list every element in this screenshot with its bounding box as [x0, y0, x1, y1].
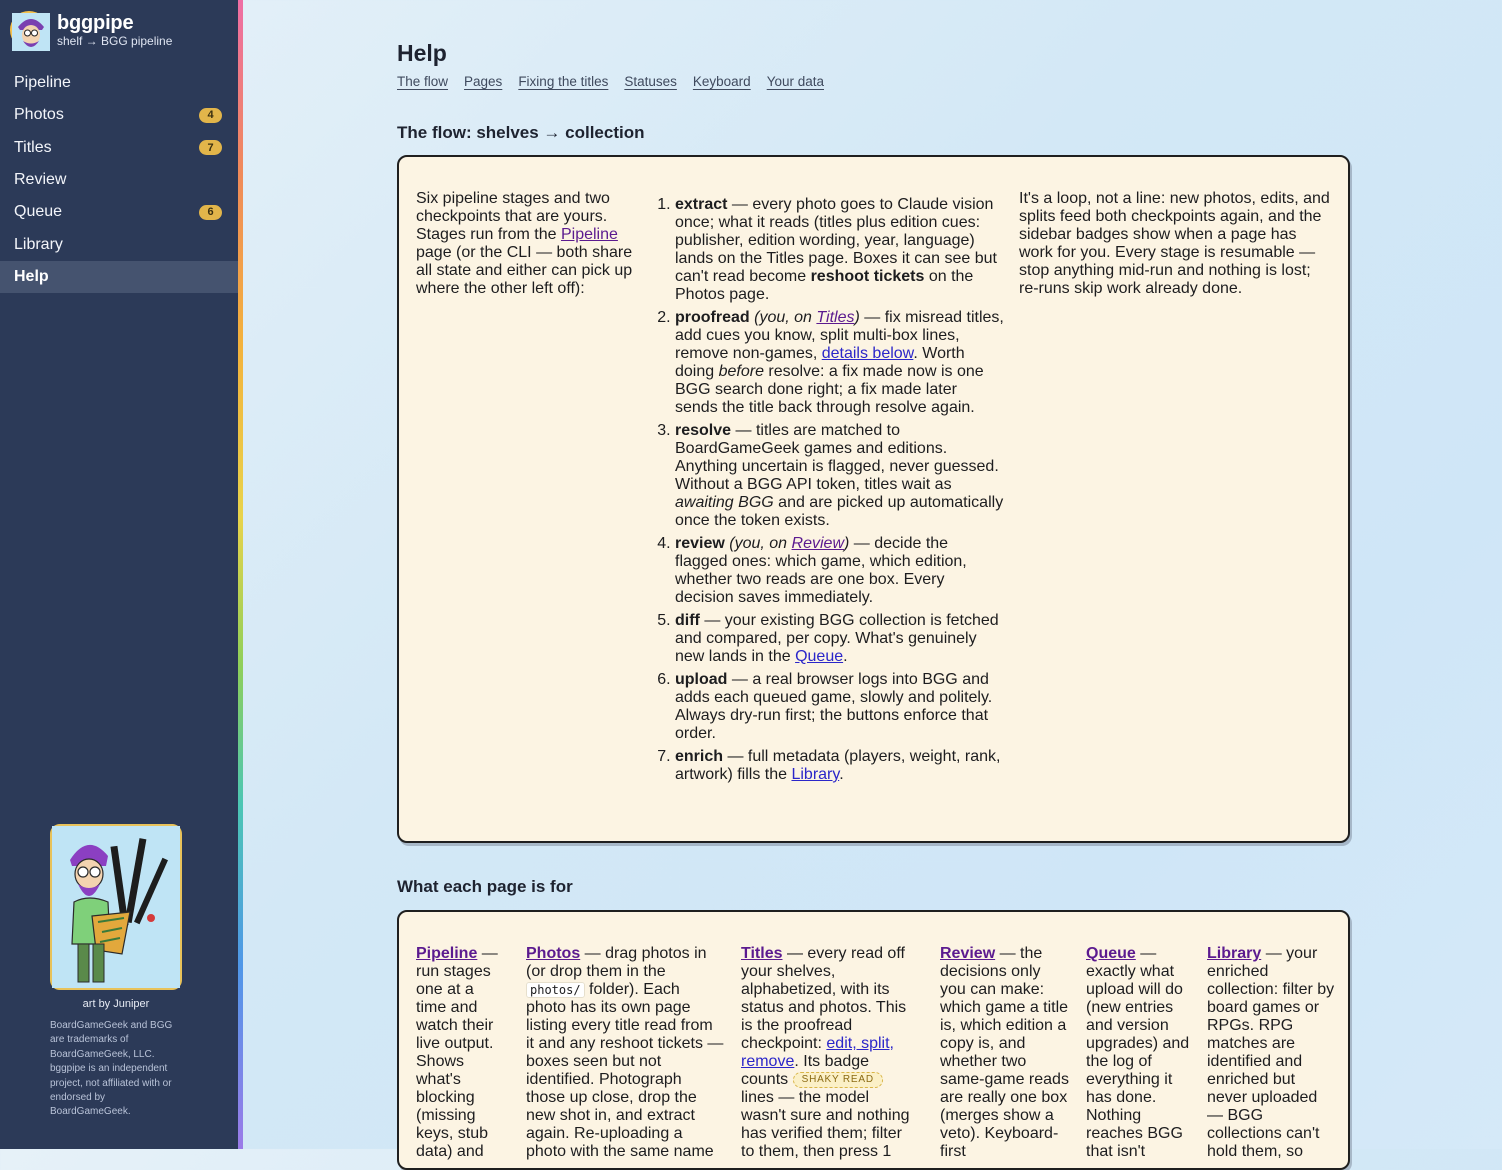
flow-step-text: — every photo goes to Claude vision once; what it reads (titles plus edition cues: publisher, edition wording, year, language) lands on the Titles page. Boxes it can see but can't read become reshoot tickets on the Photos page.: [675, 196, 997, 303]
photos-folder-code: photos/: [526, 982, 585, 998]
page-desc-text: — run stages one at a time and watch their live output. Shows what's blocking (missing keys, stub data) and: [416, 945, 498, 1160]
artwork-card: [50, 824, 182, 990]
page-desc-library: [1207, 945, 1335, 1161]
toc-link-your-data[interactable]: Your data: [766, 74, 824, 89]
flow-step-name: extract: [675, 196, 728, 213]
sidebar-item-review[interactable]: [0, 164, 238, 196]
toc-link-the-flow[interactable]: The flow: [397, 74, 449, 89]
brand[interactable]: [10, 11, 172, 49]
bagpiper-illustration-icon: [52, 826, 180, 988]
sidebar-item-label: Titles: [14, 138, 52, 156]
flow-step-extract: [675, 196, 1004, 304]
app-subtitle: shelf → BGG pipeline: [57, 33, 173, 48]
flow-step-review: [675, 535, 1004, 607]
page-desc-text: — exactly what upload will do (new entries and version upgrades) and the log of everything it has done. Nothing reaches BGG that isn't: [1086, 945, 1190, 1160]
sidebar-item-label: Review: [14, 171, 67, 189]
page-desc-text: — your enriched collection: filter by board games or RPGs. RPG matches are identified and enriched but never uploaded — BGG collections can't hold them, so: [1207, 945, 1335, 1160]
flow-step-name: proofread: [675, 309, 750, 326]
titles-count-badge: 7: [199, 140, 222, 155]
flow-card: [397, 155, 1350, 843]
flow-step-upload: [675, 671, 1004, 743]
sidebar-item-pipeline[interactable]: [0, 67, 238, 99]
sidebar-item-photos[interactable]: [0, 99, 238, 131]
photos-count-badge: 4: [199, 108, 222, 123]
flow-step-text: — full metadata (players, weight, rank, artwork) fills the Library.: [675, 748, 1001, 783]
sidebar-item-titles[interactable]: [0, 132, 238, 164]
art-credit: art by Juniper: [82, 998, 150, 1010]
flow-step-diff: [675, 612, 1004, 666]
flow-step-name: enrich: [675, 748, 724, 765]
sidebar-item-label: Photos: [14, 106, 64, 124]
page-link-library[interactable]: Library: [1207, 945, 1262, 962]
pipeline-link[interactable]: Pipeline: [560, 226, 618, 243]
page-desc-text: — drag photos in (or drop them in the photos/ folder). Each photo has its own page listing every title read from it and any reshoot tickets — boxes seen but not identified. Photograph those up close, drop the new shot in, and extract again. Re-uploading a photo with the same name: [526, 945, 724, 1160]
flow-steps: [654, 196, 1004, 789]
page-link-review[interactable]: Review: [940, 945, 996, 962]
bagpiper-avatar-icon: [12, 13, 50, 51]
flow-loop-note: It's a loop, not a line: new photos, edits, and splits feed both checkpoints again, and the sidebar badges show when a page has work for you. Every stage is resumable — stop anything mid-run and nothing is lost; re-runs skip work already done.: [1019, 190, 1330, 297]
page-desc-text: — every read off your shelves, alphabetized, with its status and photos. This is the proofread checkpoint: edit, split, remove. Its badge counts SHAKY READ lines — the model wasn't sure and nothing has verified them; filter to them, then press 1: [741, 945, 910, 1160]
flow-step-text: — a real browser logs into BGG and adds each queued game, slowly and politely. Always dry-run first; the buttons enforce that order.: [675, 671, 993, 742]
pages-section-title: What each page is for: [397, 877, 573, 896]
toc-link-keyboard[interactable]: Keyboard: [692, 74, 751, 89]
flow-step-name: upload: [675, 671, 728, 688]
page-link-pipeline[interactable]: Pipeline: [416, 945, 478, 962]
flow-step-text: (you, on Titles) — fix misread titles, add cues you know, split multi-box lines, remove non-games, details below. Worth doing before resolve: a fix made now is one BGG search done right; a fix made later sends the title back through resolve again.: [675, 309, 1004, 416]
trademark-disclaimer: BoardGameGeek and BGG are trademarks of BoardGameGeek, LLC. bggpipe is an independent project, not affiliated with or endorsed by BoardGameGeek.: [50, 1020, 173, 1118]
page-desc-review: [940, 945, 1070, 1161]
flow-step-resolve: [675, 422, 1004, 530]
flow-intro: Six pipeline stages and two checkpoints that are yours. Stages run from the Pipeline page (or the CLI — both share all state and either can pick up where the other left off):: [416, 190, 633, 297]
brand-avatar: [10, 11, 48, 49]
sidebar: [0, 0, 238, 1149]
flow-section-title: The flow: shelves → collection: [397, 123, 645, 142]
pages-card: [397, 910, 1350, 1170]
page-title: Help: [397, 40, 447, 66]
sidebar-item-label: Library: [14, 235, 63, 253]
toc-link-pages[interactable]: Pages: [464, 74, 503, 89]
sidebar-item-label: Pipeline: [14, 74, 71, 92]
sidebar-item-library[interactable]: [0, 228, 238, 260]
help-toc: [397, 74, 840, 89]
flow-step-text: — your existing BGG collection is fetched and compared, per copy. What's genuinely new lands in the Queue.: [675, 612, 999, 665]
flow-step-proofread: [675, 309, 1004, 417]
flow-step-text: — titles are matched to BoardGameGeek games and editions. Anything uncertain is flagged, never guessed. Without a BGG API token, titles wait as awaiting BGG and are picked up automatically once the token exists.: [675, 422, 1004, 529]
flow-step-name: resolve: [675, 422, 732, 439]
flow-step-enrich: [675, 748, 1004, 784]
queue-count-badge: 6: [199, 205, 222, 220]
page-desc-photos: [526, 945, 724, 1161]
sidebar-item-label: Help: [14, 267, 49, 285]
page-desc-queue: [1086, 945, 1192, 1161]
flow-step-text: (you, on Review) — decide the flagged ones: which game, which edition, whether two reads are one box. Every decision saves immediately.: [675, 535, 967, 606]
toc-link-statuses[interactable]: Statuses: [624, 74, 677, 89]
sidebar-nav: [0, 67, 238, 293]
page-desc-titles: [741, 945, 917, 1161]
toc-link-fixing-the-titles[interactable]: Fixing the titles: [518, 74, 609, 89]
sidebar-item-help[interactable]: [0, 261, 238, 293]
flow-step-name: review: [675, 535, 725, 552]
shaky-read-badge: SHAKY READ: [793, 1072, 883, 1088]
flow-step-name: diff: [675, 612, 700, 629]
sidebar-item-label: Queue: [14, 203, 63, 221]
sidebar-item-queue[interactable]: [0, 196, 238, 228]
app-name: bggpipe: [57, 11, 134, 34]
page-desc-pipeline: [416, 945, 508, 1161]
rainbow-divider: [238, 0, 243, 1149]
page-link-titles[interactable]: Titles: [741, 945, 783, 962]
page-link-photos[interactable]: Photos: [526, 945, 581, 962]
page-link-queue[interactable]: Queue: [1086, 945, 1136, 962]
page-desc-text: — the decisions only you can make: which game a title is, which edition a copy is, and whether two same-game reads are really one box (merges show a veto). Keyboard-first: [940, 945, 1069, 1160]
